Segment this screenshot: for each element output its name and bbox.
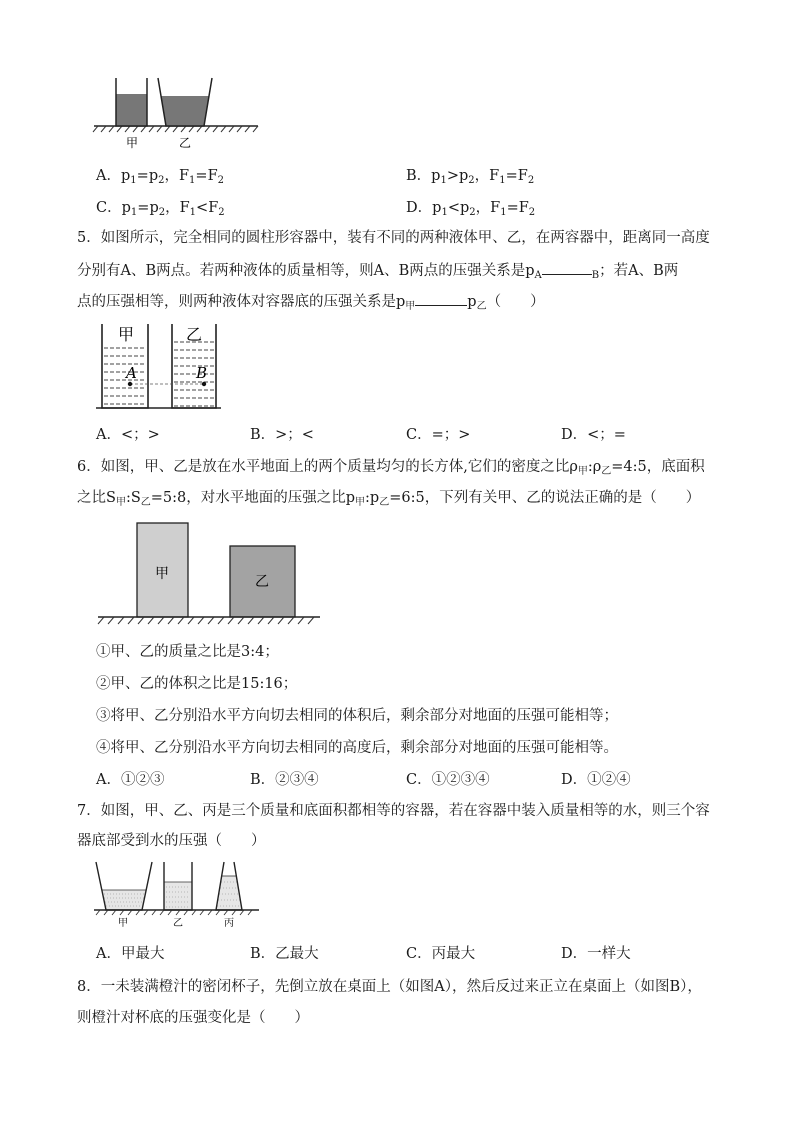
q4-figure (90, 78, 270, 158)
q5-label-jia: 甲 (118, 325, 135, 344)
q8-stem-line1: 8．一未装满橙汁的密闭杯子，先倒立放在桌面上（如图A），然后反过来正立在桌面上（如图B）， (77, 979, 702, 995)
q5-stem-line2: 分别有A、B两点。若两种液体的质量相等，则A、B两点的压强关系是$p_A$ $_B$；若A、B两 (77, 260, 678, 281)
q5-stem-line3: 点的压强相等，则两种液体对容器底的压强关系是$p_甲$ $p_乙$（ ） (77, 291, 545, 312)
q6-stem-line2: 之比$S_甲:S_乙=5:8$，对水平地面的压强之比$p_甲:p_乙=6:5$，下列有关甲、乙的说法正确的是（ ） (77, 490, 701, 508)
q4-container-yi-liquid (161, 96, 209, 126)
q5-option-a[interactable]: A．<；> (96, 427, 160, 443)
q4-option-b[interactable]: B．$p_1>p_2$，$F_1=F_2$ (406, 168, 535, 186)
q6-statement-1: ①甲、乙的质量之比是3:4； (96, 644, 279, 660)
q7-option-d[interactable]: D．一样大 (561, 946, 631, 962)
q7-option-b[interactable]: B．乙最大 (250, 946, 319, 962)
q7-option-c[interactable]: C．丙最大 (406, 946, 476, 962)
q4-container-jia-liquid (116, 94, 147, 126)
q7-option-a[interactable]: A．甲最大 (96, 946, 165, 962)
q7-label-yi: 乙 (173, 918, 183, 929)
q4-label-jia: 甲 (126, 136, 139, 150)
q6-option-b[interactable]: B．②③④ (250, 772, 319, 788)
q5-option-b[interactable]: B．>；< (250, 427, 314, 443)
q5-label-a: A (126, 364, 137, 382)
q8-stem-line2: 则橙汁对杯底的压强变化是（ ） (77, 1010, 309, 1026)
q6-statement-3: ③将甲、乙分别沿水平方向切去相同的体积后，剩余部分对地面的压强可能相等； (96, 708, 618, 724)
q6-label-yi: 乙 (255, 574, 269, 590)
q5-label-b: B (196, 364, 208, 382)
q6-statement-4: ④将甲、乙分别沿水平方向切去相同的高度后，剩余部分对地面的压强可能相等。 (96, 740, 618, 756)
q7-figure (94, 862, 264, 932)
q6-option-a[interactable]: A．①②③ (96, 772, 165, 788)
q6-option-c[interactable]: C．①②③④ (406, 772, 490, 788)
q6-figure (94, 520, 334, 630)
q7-label-jia: 甲 (118, 918, 128, 929)
q4-option-d[interactable]: D．$p_1<p_2$，$F_1=F_2$ (406, 200, 536, 218)
q6-stem-line1: 6．如图，甲、乙是放在水平地面上的两个质量均匀的长方体,它们的密度之比$\rho_甲:\rho_乙=4:5$，底面积 (77, 459, 705, 477)
q6-statement-2: ②甲、乙的体积之比是15:16； (96, 676, 298, 692)
q7-label-bing: 丙 (224, 918, 234, 929)
q6-label-jia: 甲 (155, 566, 169, 582)
q5-option-d[interactable]: D．<；= (561, 427, 626, 443)
q4-option-a[interactable]: A．$p_1=p_2$，$F_1=F_2$ (96, 168, 225, 186)
q5-option-c[interactable]: C．=；> (406, 427, 471, 443)
q7-stem-line2: 器底部受到水的压强（ ） (77, 833, 266, 849)
q7-stem-line1: 7．如图，甲、乙、丙是三个质量和底面积都相等的容器，若在容器中装入质量相等的水，则三个容 (77, 803, 710, 819)
q5-stem-line1: 5．如图所示，完全相同的圆柱形容器中，装有不同的两种液体甲、乙，在两容器中，距离同一高度 (77, 230, 710, 246)
q5-label-yi: 乙 (186, 325, 203, 344)
q4-label-yi: 乙 (179, 136, 192, 150)
q4-option-c[interactable]: C．$p_1=p_2$，$F_1<F_2$ (96, 200, 225, 218)
q6-option-d[interactable]: D．①②④ (561, 772, 631, 788)
q5-figure (96, 318, 256, 414)
